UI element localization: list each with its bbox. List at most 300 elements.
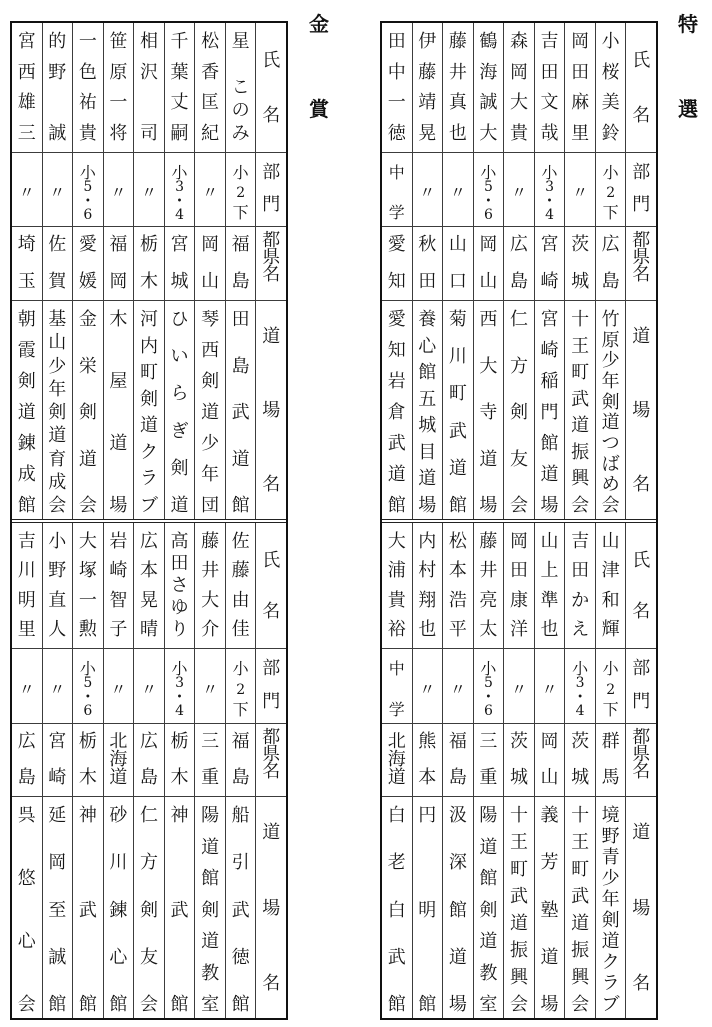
glyph: 5 (83, 675, 93, 691)
name-cell (43, 523, 73, 649)
prefecture-cell (134, 724, 164, 797)
glyph: 川 (109, 852, 128, 874)
glyph: 小 (602, 163, 619, 182)
prefecture-cell (382, 724, 412, 797)
glyph: 館 (448, 494, 467, 516)
glyph: 宮 (540, 234, 559, 255)
award-entry (565, 523, 596, 1018)
glyph: 剣 (17, 371, 36, 392)
division-cell (43, 153, 73, 227)
award-entry (535, 523, 566, 1018)
name-cell (12, 23, 42, 153)
glyph: 町 (448, 383, 467, 405)
glyph: 王 (571, 335, 590, 357)
glyph: 賀 (48, 271, 67, 292)
glyph: 友 (139, 946, 158, 968)
division-cell (413, 153, 443, 227)
glyph: 汲 (448, 805, 467, 826)
award-entry (413, 523, 444, 1018)
glyph: 館 (201, 868, 220, 889)
award-entry (165, 23, 196, 519)
glyph: 名 (632, 973, 651, 994)
name-cell (535, 23, 565, 153)
glyph: 2 (236, 185, 246, 201)
glyph: 道 (601, 412, 620, 434)
glyph: 年 (48, 378, 67, 400)
division-cell (104, 153, 134, 227)
glyph: 室 (201, 994, 220, 1015)
glyph: 朝 (17, 309, 36, 330)
name-cell (413, 23, 443, 153)
glyph: 館 (17, 495, 36, 516)
glyph: 川 (17, 560, 36, 582)
glyph: 振 (509, 940, 528, 961)
glyph: 小 (572, 659, 589, 678)
dojo-cell (535, 797, 565, 1018)
glyph: 門 (632, 194, 651, 215)
division-cell (165, 649, 195, 724)
glyph: 道 (509, 913, 528, 934)
name-cell (104, 23, 134, 153)
glyph: 川 (448, 346, 467, 368)
glyph: 3 (575, 675, 585, 691)
dojo-cell (195, 797, 225, 1018)
glyph: 仁 (509, 309, 528, 330)
glyph: 会 (509, 495, 528, 516)
glyph: 城 (509, 767, 528, 788)
glyph: 誠 (48, 122, 67, 144)
division-cell (226, 153, 256, 227)
glyph: 会 (509, 994, 528, 1015)
glyph: 吉 (17, 531, 36, 552)
dojo-cell (165, 301, 195, 519)
name-cell (565, 23, 595, 153)
glyph: 丈 (170, 92, 189, 114)
prefecture-cell (134, 227, 164, 301)
prefecture-cell (443, 724, 473, 797)
dojo-cell (104, 301, 134, 519)
glyph: 〃 (572, 183, 589, 202)
glyph: 愛 (387, 309, 406, 330)
dojo-cell (73, 301, 103, 519)
glyph: 道 (109, 433, 128, 454)
glyph: 神 (78, 805, 97, 826)
glyph: 陽 (479, 805, 498, 826)
prefecture-cell (504, 227, 534, 301)
glyph: 埼 (17, 234, 36, 255)
name-cell (382, 523, 412, 649)
glyph: 剣 (170, 457, 189, 479)
glyph: 木 (139, 271, 158, 292)
glyph: 五 (418, 388, 437, 410)
glyph: 町 (509, 859, 528, 880)
glyph: 町 (571, 859, 590, 880)
header-division (626, 649, 656, 724)
glyph: 海 (109, 749, 128, 770)
glyph: 学 (388, 700, 405, 719)
glyph: 境 (601, 805, 620, 826)
glyph: 部 (262, 162, 281, 183)
glyph: 教 (479, 962, 498, 984)
glyph: 小 (48, 531, 67, 552)
glyph: み (231, 123, 250, 144)
glyph: 広 (17, 731, 36, 752)
glyph: 笹 (109, 31, 128, 52)
glyph: 本 (418, 767, 437, 788)
dojo-cell (226, 797, 256, 1018)
glyph: 6 (483, 207, 493, 223)
dojo-cell (134, 797, 164, 1018)
award-entry (504, 523, 535, 1018)
glyph: 小 (480, 163, 497, 182)
glyph: 神 (170, 805, 189, 826)
glyph: 教 (201, 962, 220, 984)
division-cell (73, 649, 103, 724)
glyph: 場 (632, 400, 651, 421)
glyph: 2 (606, 681, 616, 698)
header-dojo (256, 301, 286, 519)
glyph: 館 (540, 433, 559, 454)
header-prefecture (626, 227, 656, 301)
header-division (256, 153, 286, 227)
glyph: 心 (17, 931, 36, 952)
glyph: 中 (388, 163, 405, 182)
dojo-cell (443, 797, 473, 1018)
glyph: 門 (632, 691, 651, 712)
glyph: 哉 (540, 122, 559, 144)
glyph: 場 (448, 994, 467, 1015)
name-cell (382, 23, 412, 153)
glyph: 村 (418, 560, 437, 582)
prefecture-cell (195, 724, 225, 797)
name-cell (226, 23, 256, 153)
glyph: 原 (601, 329, 620, 351)
glyph: 2 (606, 185, 616, 201)
glyph: 会 (139, 994, 158, 1015)
award-table (380, 21, 658, 1020)
division-cell (443, 153, 473, 227)
glyph: 山 (540, 767, 559, 788)
division-cell (565, 153, 595, 227)
glyph: 〃 (110, 679, 127, 699)
glyph: 道 (139, 415, 158, 437)
glyph: 芳 (540, 852, 559, 874)
name-cell (413, 523, 443, 649)
prefecture-cell (443, 227, 473, 301)
award-entry (565, 23, 596, 519)
glyph: 太 (479, 618, 498, 640)
glyph: ら (170, 383, 189, 405)
glyph: え (571, 618, 590, 640)
glyph: 宮 (48, 731, 67, 752)
glyph: ・ (541, 191, 558, 210)
glyph: 道 (571, 913, 590, 934)
glyph: 県 (632, 744, 651, 765)
glyph: 真 (448, 92, 467, 114)
division-cell (134, 649, 164, 724)
glyph: こ (231, 77, 250, 98)
glyph: 田 (509, 560, 528, 582)
glyph: 会 (78, 495, 97, 516)
glyph: 少 (48, 355, 67, 377)
glyph: 錬 (109, 899, 128, 921)
glyph: 田 (571, 61, 590, 83)
glyph: 栃 (139, 234, 158, 255)
glyph: 藤 (231, 560, 250, 582)
glyph: 霞 (17, 340, 36, 361)
glyph: 靖 (418, 92, 437, 114)
name-cell (12, 523, 42, 649)
glyph: 明 (418, 899, 437, 921)
glyph: 道 (201, 402, 220, 423)
glyph: 浦 (387, 560, 406, 582)
glyph: 選 (678, 97, 698, 121)
glyph: 道 (479, 448, 498, 470)
glyph: 小 (79, 163, 96, 182)
glyph: 武 (78, 899, 97, 921)
glyph: 知 (387, 271, 406, 292)
glyph: 心 (109, 946, 128, 968)
name-cell (226, 523, 256, 649)
table-block-lower (382, 519, 656, 1018)
glyph: 岡 (509, 531, 528, 552)
prefecture-cell (104, 724, 134, 797)
glyph: 道 (262, 822, 281, 843)
glyph: 小 (232, 659, 249, 678)
glyph: 都 (632, 230, 651, 251)
glyph: 岩 (387, 371, 406, 392)
glyph: 部 (632, 658, 651, 679)
glyph: 岡 (48, 852, 67, 874)
glyph: 砂 (109, 805, 128, 826)
dojo-cell (12, 797, 42, 1018)
prefecture-cell (73, 724, 103, 797)
division-cell (596, 153, 626, 227)
glyph: 佐 (231, 531, 250, 552)
glyph: 特 (678, 12, 698, 36)
glyph: 場 (632, 897, 651, 919)
glyph: 義 (540, 805, 559, 826)
glyph: 也 (540, 618, 559, 640)
dojo-cell (565, 797, 595, 1018)
header-dojo (256, 797, 286, 1018)
glyph: 〃 (110, 183, 127, 202)
glyph: 城 (170, 271, 189, 292)
glyph: 也 (448, 122, 467, 144)
table-block-upper (12, 23, 286, 519)
glyph: 館 (479, 868, 498, 889)
glyph: 成 (48, 471, 67, 493)
glyph: 6 (83, 207, 93, 223)
glyph: 子 (109, 618, 128, 640)
award-entry (596, 23, 627, 519)
glyph: 明 (17, 589, 36, 611)
glyph: 会 (48, 495, 67, 516)
glyph: 道 (170, 494, 189, 516)
glyph: 藤 (201, 531, 220, 552)
prefecture-cell (535, 724, 565, 797)
glyph: 栃 (78, 731, 97, 752)
glyph: 武 (448, 420, 467, 442)
prefecture-cell (226, 724, 256, 797)
glyph: 武 (571, 886, 590, 907)
glyph: 基 (48, 309, 67, 330)
glyph: 部 (632, 162, 651, 183)
glyph: 会 (17, 994, 36, 1015)
glyph: 嗣 (170, 122, 189, 144)
glyph: 和 (601, 589, 620, 611)
glyph: 山 (479, 271, 498, 292)
glyph: 剣 (78, 402, 97, 423)
glyph: 広 (139, 731, 158, 752)
glyph: 〃 (510, 679, 527, 699)
header-division (256, 649, 286, 724)
glyph: 館 (448, 899, 467, 921)
glyph: 剣 (509, 402, 528, 423)
division-cell (535, 649, 565, 724)
glyph: 星 (231, 31, 250, 52)
glyph: の (231, 100, 250, 121)
prefecture-cell (413, 724, 443, 797)
glyph: 沢 (139, 61, 158, 83)
glyph: 方 (139, 852, 158, 874)
glyph: 中 (387, 61, 406, 83)
dojo-cell (535, 301, 565, 519)
glyph: 一 (78, 31, 97, 52)
dojo-cell (474, 797, 504, 1018)
glyph: 〃 (18, 183, 35, 202)
glyph: 道 (387, 767, 406, 788)
glyph: 城 (418, 415, 437, 437)
glyph: 智 (109, 589, 128, 611)
name-cell (134, 523, 164, 649)
glyph: 氏 (262, 550, 281, 571)
glyph: ・ (480, 687, 497, 706)
glyph: 徳 (387, 122, 406, 144)
glyph: 館 (78, 994, 97, 1015)
glyph: 大 (479, 122, 498, 144)
glyph: 岡 (109, 271, 128, 292)
glyph: 本 (448, 560, 467, 582)
glyph: 直 (48, 589, 67, 611)
glyph: 年 (601, 889, 620, 910)
glyph: 少 (601, 350, 620, 372)
glyph: 3 (175, 179, 184, 195)
glyph: 広 (139, 531, 158, 552)
name-cell (73, 523, 103, 649)
glyph: 千 (170, 31, 189, 52)
dojo-cell (382, 797, 412, 1018)
glyph (146, 93, 152, 112)
glyph: 道 (17, 402, 36, 423)
award-entry (443, 523, 474, 1018)
glyph: 剣 (601, 910, 620, 931)
glyph: つ (601, 432, 620, 454)
glyph: 〃 (18, 679, 35, 699)
glyph: ゆ (170, 597, 189, 618)
prefecture-cell (195, 227, 225, 301)
glyph: 賞 (309, 97, 329, 121)
glyph: 道 (448, 457, 467, 479)
dojo-cell (596, 301, 626, 519)
glyph: 秋 (418, 234, 437, 255)
glyph: 宮 (170, 234, 189, 255)
glyph: 桜 (601, 61, 620, 83)
glyph: 西 (201, 340, 220, 361)
prefecture-cell (535, 227, 565, 301)
glyph: 島 (231, 271, 250, 292)
award-entry (443, 23, 474, 519)
glyph: 上 (540, 560, 559, 582)
glyph: 3 (545, 179, 554, 195)
name-cell (165, 523, 195, 649)
header-prefecture (256, 724, 286, 797)
glyph: 井 (448, 61, 467, 83)
glyph: 年 (601, 370, 620, 392)
glyph: 少 (201, 433, 220, 454)
prefecture-cell (504, 724, 534, 797)
award-entry (382, 23, 413, 519)
glyph: 茨 (571, 234, 590, 255)
prefecture-cell (565, 724, 595, 797)
division-cell (12, 153, 42, 227)
glyph: 友 (509, 448, 528, 470)
glyph: 部 (262, 658, 281, 679)
division-cell (443, 649, 473, 724)
glyph: 下 (232, 203, 249, 222)
glyph: 山 (201, 271, 220, 292)
name-cell (195, 23, 225, 153)
glyph: 葉 (170, 61, 189, 83)
glyph: 道 (448, 946, 467, 968)
glyph: 武 (231, 402, 250, 423)
prefecture-cell (596, 724, 626, 797)
glyph: 場 (262, 400, 281, 421)
glyph: 高 (170, 531, 189, 552)
prefecture-cell (43, 227, 73, 301)
glyph: 県 (632, 247, 651, 268)
glyph: 道 (109, 767, 128, 788)
glyph: 剣 (479, 899, 498, 921)
glyph: 内 (418, 531, 437, 552)
glyph: ク (139, 441, 158, 463)
glyph: 田 (571, 560, 590, 582)
division-cell (195, 649, 225, 724)
glyph: 2 (236, 681, 246, 698)
division-cell (226, 649, 256, 724)
glyph: 屋 (109, 371, 128, 392)
glyph: 青 (601, 847, 620, 868)
prefecture-cell (413, 227, 443, 301)
glyph: 愛 (78, 234, 97, 255)
division-cell (165, 153, 195, 227)
glyph: 的 (48, 31, 67, 52)
dojo-cell (134, 301, 164, 519)
glyph: 三 (201, 731, 220, 752)
glyph: 目 (418, 441, 437, 463)
glyph: 島 (17, 767, 36, 788)
glyph: 氏 (262, 50, 281, 71)
glyph: 船 (231, 805, 250, 826)
glyph: 小 (79, 659, 96, 678)
glyph: 年 (201, 464, 220, 485)
glyph: 場 (418, 494, 437, 516)
division-cell (134, 153, 164, 227)
glyph: 松 (448, 531, 467, 552)
glyph: 王 (571, 832, 590, 853)
dojo-cell (73, 797, 103, 1018)
prefecture-cell (474, 227, 504, 301)
